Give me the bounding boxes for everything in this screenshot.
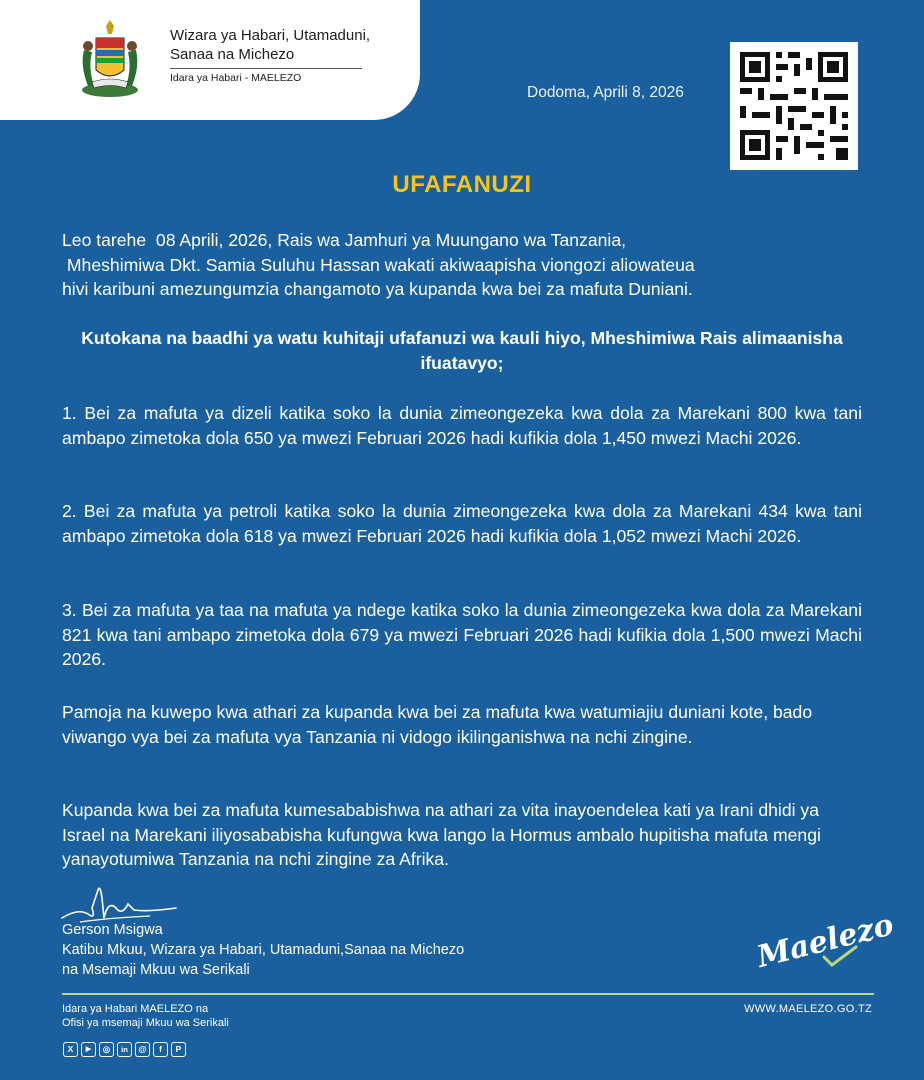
footer-org-line1: Idara ya Habari MAELEZO na	[62, 1003, 209, 1015]
header-card	[0, 0, 420, 120]
signatory-name: Gerson Msigwa	[62, 922, 163, 938]
youtube-icon[interactable]: ▶	[81, 1042, 96, 1057]
footer-website-link[interactable]: WWW.MAELEZO.GO.TZ	[744, 1003, 872, 1015]
point-diesel: 1. Bei za mafuta ya dizeli katika soko la dunia zimeongezeka kwa dola za Marekani 800 kwa tani ambapo zimetoka dola 650 ya mwezi Februari 2026 hadi kufikia dola 1,450 mwezi Machi 2026.	[62, 403, 862, 448]
cause-paragraph: Kupanda kwa bei za mafuta kumesababishwa na athari za vita inayoendelea kati ya Irani dhidi ya Israel na Marekani iliyosababisha kufungwa kwa lango la Hormus ambalo hupitisha mafuta mengi yanayotumiwa Tanzania na nchi zingine za Afrika.	[62, 800, 821, 869]
social-icons	[63, 1042, 186, 1057]
linkedin-icon[interactable]: in	[117, 1042, 132, 1057]
point-petrol: 2. Bei za mafuta ya petroli katika soko la dunia zimeongezeka kwa dola za Marekani 434 kwa tani ambapo zimetoka dola 618 ya mwezi Februari 2026 hadi kufikia dola 1,052 mwezi Machi 2026.	[62, 501, 862, 546]
document-date: Dodoma, Aprili 8, 2026	[527, 84, 684, 101]
intro-line-3: hivi karibuni amezungumzia changamoto ya kupanda kwa bei za mafuta Duniani.	[62, 279, 693, 299]
ministry-name	[170, 26, 400, 64]
ministry-name-line2: Sanaa na Michezo	[170, 46, 295, 63]
header-divider	[170, 68, 362, 69]
x-icon[interactable]: X	[63, 1042, 78, 1057]
maelezo-logo: Maelezo	[753, 907, 898, 975]
instagram-icon[interactable]: ◎	[99, 1042, 114, 1057]
facebook-icon[interactable]: f	[153, 1042, 168, 1057]
signatory-title-2: na Msemaji Mkuu wa Serikali	[62, 962, 250, 978]
logo-check-icon	[822, 945, 858, 967]
impact-paragraph: Pamoja na kuwepo kwa athari za kupanda kwa bei za mafuta kwa watumiajiu duniani kote, bado viwango vya bei za mafuta vya Tanzania ni vidogo ikilinganishwa na nchi zingine.	[62, 702, 813, 747]
document-title: UFAFANUZI	[392, 171, 532, 198]
pinterest-icon[interactable]: P	[171, 1042, 186, 1057]
department-name: Idara ya Habari - MAELEZO	[170, 72, 302, 84]
coat-of-arms-icon	[78, 20, 142, 98]
intro-line-2: Mheshimiwa Dkt. Samia Suluhu Hassan wakati akiwaapisha viongozi aliowateua	[62, 254, 695, 275]
footer-organisation	[62, 1002, 229, 1030]
intro-paragraph	[62, 228, 862, 302]
ministry-name-line1: Wizara ya Habari, Utamaduni,	[170, 27, 371, 44]
clarification-heading: Kutokana na baadhi ya watu kuhitaji ufafanuzi wa kauli hiyo, Mheshimiwa Rais alimaanisha ifuatavyo;	[81, 328, 843, 373]
qr-code-icon[interactable]	[730, 42, 858, 170]
point-kerosene-jet: 3. Bei za mafuta ya taa na mafuta ya ndege katika soko la dunia zimeongezeka kwa dola za Marekani 821 kwa tani ambapo zimetoka dola 679 ya mwezi Februari 2026 hadi kufikia dola 1,500 mwezi Machi 2026.	[62, 600, 862, 669]
footer-divider	[62, 993, 874, 995]
footer-org-line2: Ofisi ya msemaji Mkuu wa Serikali	[62, 1017, 229, 1029]
signatory-title: Katibu Mkuu, Wizara ya Habari, Utamaduni,Sanaa na Michezo	[62, 942, 465, 958]
intro-line-1: Leo tarehe 08 Aprili, 2026, Rais wa Jamhuri ya Muungano wa Tanzania,	[62, 230, 626, 250]
threads-icon[interactable]: @	[135, 1042, 150, 1057]
